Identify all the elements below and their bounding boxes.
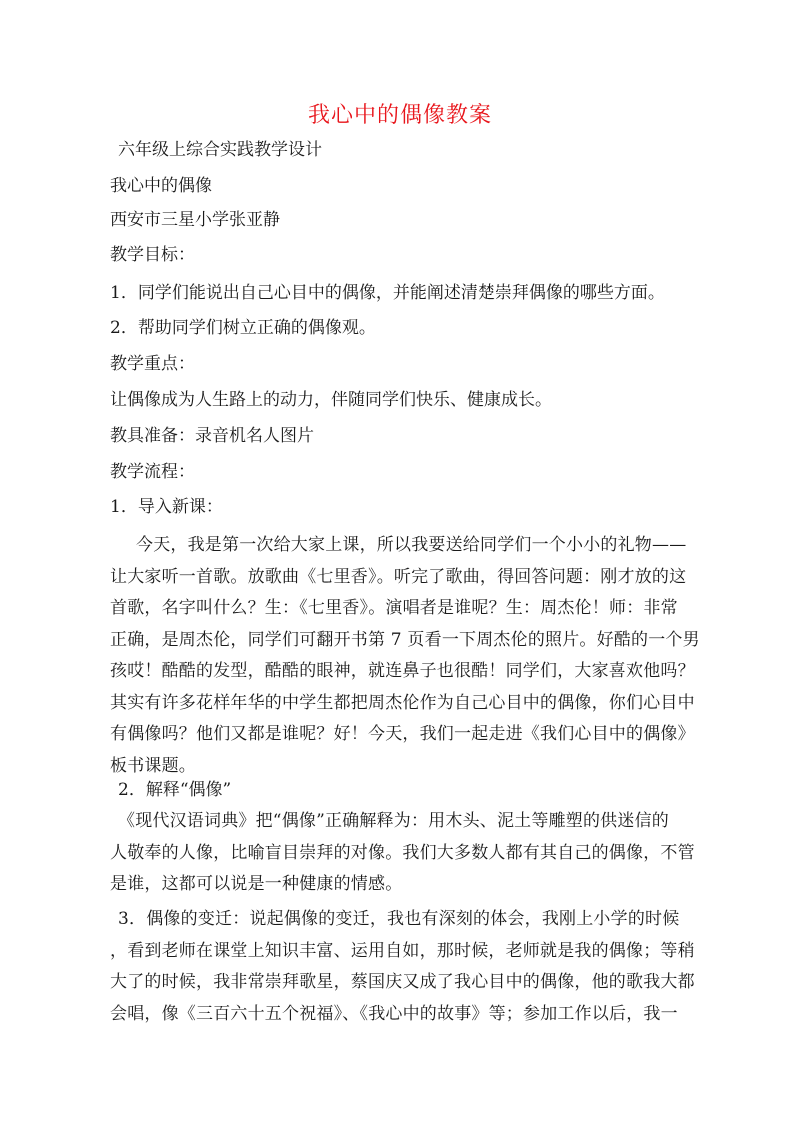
focus-text: 让偶像成为人生路上的动力，伴随同学们快乐、健康成长。 (110, 390, 552, 410)
paragraph-line: 人敬奉的人像，比喻盲目崇拜的对像。我们大多数人都有其自己的偶像，不管 (110, 842, 695, 863)
step-1-heading: 1．导入新课： (110, 497, 223, 517)
paragraph-line: 其实有许多花样年华的中学生都把周杰伦作为自己心目中的偶像，你们心目中 (110, 692, 695, 713)
topic: 我心中的偶像 (110, 176, 212, 196)
focus-heading: 教学重点： (110, 354, 195, 374)
paragraph-line: 有偶像吗？他们又都是谁呢？好！今天，我们一起走进《我们心目中的偶像》 (110, 724, 695, 744)
objective-1: 1．同学们能说出自己心目中的偶像，并能阐述清楚崇拜偶像的哪些方面。 (110, 283, 665, 303)
step-2-paragraph (110, 806, 710, 901)
paragraph-line: 今天，我是第一次给大家上课，所以我要送给同学们一个小小的礼物—— (136, 535, 687, 555)
paragraph-line: 是谁，这都可以说是一种健康的情感。 (110, 874, 403, 894)
objectives-heading: 教学目标： (110, 245, 195, 265)
step-3-paragraph (110, 904, 710, 1030)
paragraph-line: 正确，是周杰伦，同学们可翻开书第 7 页看一下周杰伦的照片。好酷的一个男 (110, 629, 700, 650)
paragraph-line: 会唱，像《三百六十五个祝福》、《我心中的故事》等；参加工作以后，我一 (110, 1003, 678, 1024)
paragraph-line: 板书课题。 (110, 755, 196, 776)
document-title: 我心中的偶像教案 (307, 103, 492, 128)
objective-2: 2．帮助同学们树立正确的偶像观。 (110, 318, 376, 338)
paragraph-line: 让大家听一首歌。放歌曲《七里香》。听完了歌曲，得回答问题：刚才放的这 (110, 566, 687, 587)
paragraph-line: 孩哎！酷酷的发型，酷酷的眼神，就连鼻子也很酷！同学们，大家喜欢他吗？ (110, 661, 695, 681)
paragraph-line: 首歌，名字叫什么？生：《七里香》。演唱者是谁呢？生：周杰伦！师：非常 (110, 598, 678, 618)
subtitle: 六年级上综合实践教学设计 (118, 140, 322, 160)
paragraph-line: 《现代汉语词典》把“偶像”正确解释为：用木头、泥土等雕塑的供迷信的 (118, 811, 669, 831)
process-heading: 教学流程： (110, 462, 195, 482)
author: 西安市三星小学张亚静 (110, 210, 280, 230)
materials: 教具准备：录音机名人图片 (110, 426, 314, 446)
paragraph-line: 3．偶像的变迁：说起偶像的变迁，我也有深刻的体会，我刚上小学的时候 (118, 909, 680, 929)
step-2-heading: 2．解释“偶像” (118, 780, 232, 800)
paragraph-line: 大了的时候，我非常崇拜歌星，蔡国庆又成了我心目中的偶像，他的歌我大都 (110, 972, 695, 992)
paragraph-line: ，看到老师在课堂上知识丰富、运用自如，那时候，老师就是我的偶像；等稍 (110, 940, 695, 961)
step-1-paragraph (110, 530, 710, 782)
